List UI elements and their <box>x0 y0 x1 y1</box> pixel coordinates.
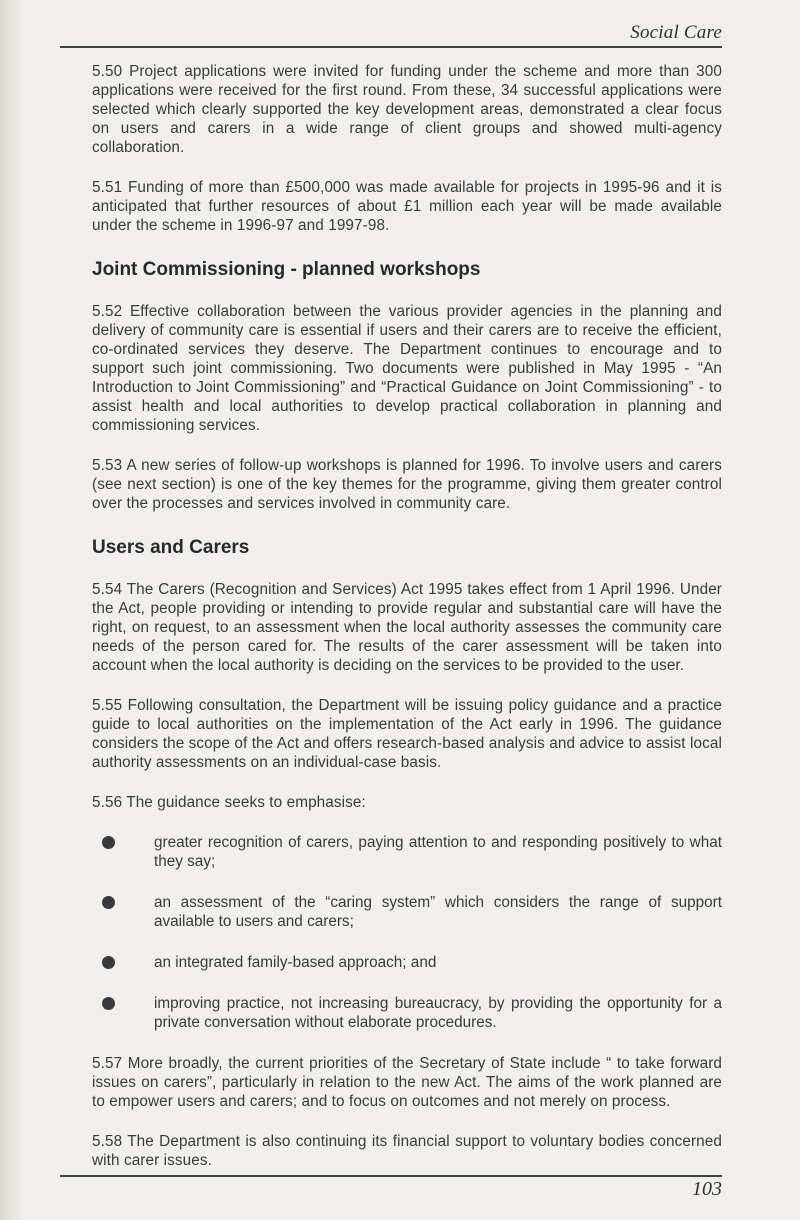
list-item-text: an assessment of the “caring system” which considers the range of support available to users and carers; <box>154 894 722 930</box>
page-content <box>92 62 722 1191</box>
list-item-text: greater recognition of carers, paying attention to and responding positively to what they say; <box>154 834 722 870</box>
header-title: Social Care <box>630 22 722 43</box>
list-item <box>92 893 722 931</box>
paragraph-5-51: 5.51 Funding of more than £500,000 was made available for projects in 1995-96 and it is anticipated that further resources of about £1 million each year will be made available under the scheme in 1996-97 and 1997-98. <box>92 179 722 234</box>
footer-rule <box>60 1175 722 1177</box>
paragraph-5-52: 5.52 Effective collaboration between the various provider agencies in the planning and delivery of community care is essential if users and their carers are to receive the efficient, co-ordinated services they deserve. The Department continues to encourage and to support such joint commissioning. Two documents were published in May 1995 - “An Introduction to Joint Commissioning” and “Practical Guidance on Joint Commissioning” - to assist health and local authorities to develop practical collaboration in planning and commissioning services. <box>92 303 722 434</box>
paragraph-5-56: 5.56 The guidance seeks to emphasise: <box>92 794 366 811</box>
list-item <box>92 953 722 972</box>
bullet-dot-icon <box>102 836 115 849</box>
list-item <box>92 833 722 871</box>
paragraph-5-55: 5.55 Following consultation, the Department will be issuing policy guidance and a practice guide to local authorities on the implementation of the Act early in 1996. The guidance considers the scope of the Act and offers research-based analysis and advice to assist local authority assessments on an individual-case basis. <box>92 697 722 771</box>
page-number: 103 <box>692 1178 722 1200</box>
list-item <box>92 994 722 1032</box>
bullet-dot-icon <box>102 956 115 969</box>
guidance-bullet-list <box>92 833 722 1032</box>
paragraph-5-58: 5.58 The Department is also continuing its financial support to voluntary bodies concerned with carer issues. <box>92 1133 722 1169</box>
list-item-text: an integrated family-based approach; and <box>154 954 437 971</box>
paragraph-5-57: 5.57 More broadly, the current priorities of the Secretary of State include “ to take forward issues on carers”, particularly in relation to the new Act. The aims of the work planned are to empower users and carers; and to focus on outcomes and not merely on process. <box>92 1055 722 1110</box>
bullet-dot-icon <box>102 896 115 909</box>
list-item-text: improving practice, not increasing bureaucracy, by providing the opportunity for a private conversation without elaborate procedures. <box>154 995 722 1031</box>
section-heading-users-carers: Users and Carers <box>92 537 250 558</box>
running-header <box>60 22 722 48</box>
paragraph-5-50: 5.50 Project applications were invited for funding under the scheme and more than 300 applications were received for the first round. From these, 34 successful applications were selected which clearly supported the key development areas, demonstrated a clear focus on users and carers in a wide range of client groups and showed multi-agency collaboration. <box>92 63 722 156</box>
paragraph-5-53: 5.53 A new series of follow-up workshops is planned for 1996. To involve users and carers (see next section) is one of the key themes for the programme, giving them greater control over the processes and services involved in community care. <box>92 457 722 512</box>
bullet-dot-icon <box>102 997 115 1010</box>
paragraph-5-54: 5.54 The Carers (Recognition and Services) Act 1995 takes effect from 1 April 1996. Under the Act, people providing or intending to provide regular and substantial care will have the right, on request, to an assessment when the local authority assesses the community care needs of the person cared for. The results of the carer assessment will be taken into account when the local authority is deciding on the services to be provided to the user. <box>92 581 722 674</box>
page-edge-shadow <box>0 0 22 1220</box>
section-heading-joint-commissioning: Joint Commissioning - planned workshops <box>92 259 481 280</box>
